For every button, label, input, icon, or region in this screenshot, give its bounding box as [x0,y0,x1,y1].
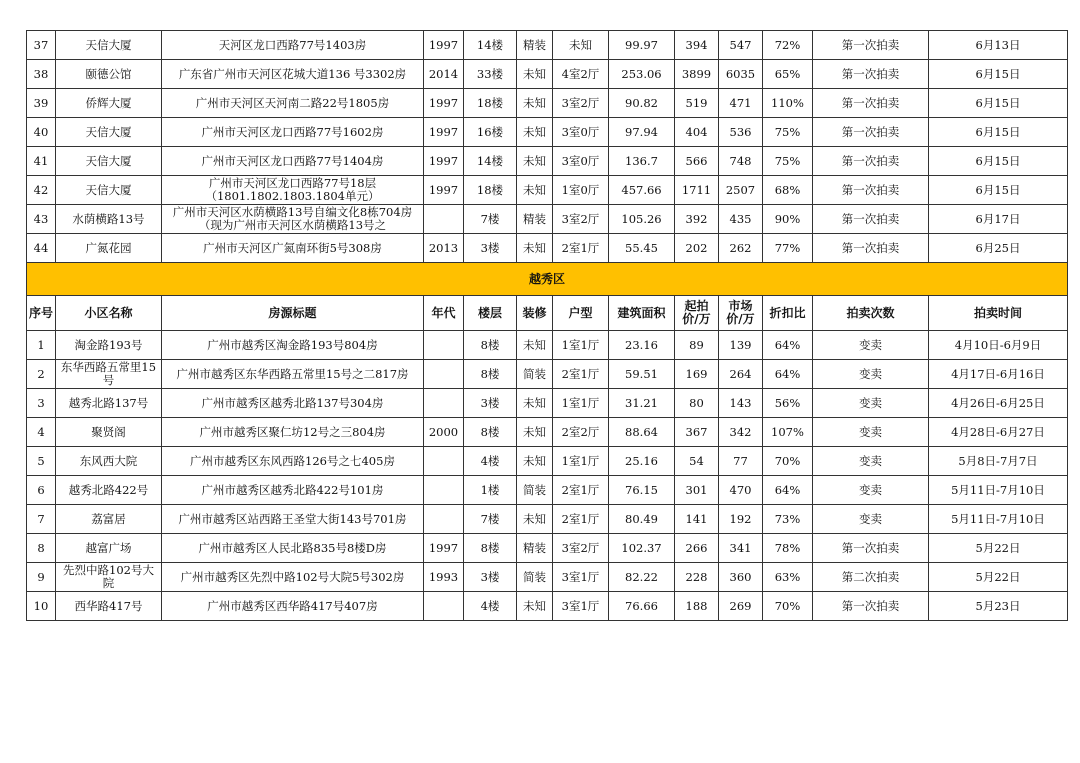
cell-market-price: 139 [719,331,763,360]
cell-area: 253.06 [609,60,675,89]
cell-start-price: 89 [675,331,719,360]
cell-decoration: 未知 [517,89,553,118]
cell-auction-round: 第一次拍卖 [813,89,929,118]
cell-auction-round: 第一次拍卖 [813,118,929,147]
cell-discount: 70% [763,447,813,476]
table-row [27,234,1068,263]
cell-floor: 3楼 [464,234,517,263]
cell-auction-date: 4月10日-6月9日 [929,331,1068,360]
cell-market-price: 2507 [719,176,763,205]
cell-index: 43 [27,205,56,234]
cell-auction-round: 变卖 [813,418,929,447]
cell-auction-date: 4月26日-6月25日 [929,389,1068,418]
cell-index: 5 [27,447,56,476]
cell-title: 广州市越秀区淘金路193号804房 [162,331,424,360]
cell-discount: 72% [763,31,813,60]
cell-year: 2000 [424,418,464,447]
cell-community: 越富广场 [56,534,162,563]
cell-auction-round: 第一次拍卖 [813,60,929,89]
cell-layout: 3室0厅 [553,118,609,147]
cell-decoration: 简装 [517,476,553,505]
cell-community: 西华路417号 [56,592,162,621]
cell-market-price: 143 [719,389,763,418]
cell-title: 广州市越秀区站西路王圣堂大街143号701房 [162,505,424,534]
cell-layout: 3室2厅 [553,205,609,234]
cell-area: 25.16 [609,447,675,476]
cell-start-price: 80 [675,389,719,418]
cell-auction-date: 4月28日-6月27日 [929,418,1068,447]
cell-year [424,592,464,621]
cell-year: 1997 [424,89,464,118]
cell-auction-date: 5月11日-7月10日 [929,505,1068,534]
cell-year: 1997 [424,31,464,60]
cell-start-price: 1711 [675,176,719,205]
cell-decoration: 未知 [517,147,553,176]
cell-community: 天信大厦 [56,147,162,176]
cell-title: 广州市天河区天河南二路22号1805房 [162,89,424,118]
cell-layout: 1室0厅 [553,176,609,205]
cell-floor: 14楼 [464,147,517,176]
cell-decoration: 未知 [517,60,553,89]
cell-layout: 3室0厅 [553,147,609,176]
cell-decoration: 简装 [517,360,553,389]
cell-layout: 3室1厅 [553,592,609,621]
cell-year: 1997 [424,118,464,147]
property-auction-table [26,30,1068,621]
table-row [27,31,1068,60]
cell-layout: 2室1厅 [553,234,609,263]
cell-title: 广州市天河区龙口西路77号18层（1801.1802.1803.1804单元） [162,176,424,205]
cell-auction-date: 5月23日 [929,592,1068,621]
cell-year [424,205,464,234]
cell-floor: 7楼 [464,505,517,534]
cell-index: 4 [27,418,56,447]
cell-index: 8 [27,534,56,563]
cell-decoration: 未知 [517,592,553,621]
cell-community: 天信大厦 [56,176,162,205]
cell-index: 10 [27,592,56,621]
cell-start-price: 3899 [675,60,719,89]
cell-year: 2014 [424,60,464,89]
cell-community: 颐德公馆 [56,60,162,89]
header-floor: 楼层 [464,296,517,331]
cell-discount: 73% [763,505,813,534]
cell-floor: 14楼 [464,31,517,60]
cell-decoration: 精装 [517,534,553,563]
cell-market-price: 547 [719,31,763,60]
cell-discount: 64% [763,360,813,389]
cell-market-price: 470 [719,476,763,505]
cell-start-price: 228 [675,563,719,592]
cell-floor: 18楼 [464,176,517,205]
cell-area: 76.15 [609,476,675,505]
header-area: 建筑面积 [609,296,675,331]
cell-auction-round: 变卖 [813,505,929,534]
cell-title: 广州市越秀区东风西路126号之七405房 [162,447,424,476]
cell-start-price: 141 [675,505,719,534]
cell-auction-round: 第一次拍卖 [813,205,929,234]
cell-area: 90.82 [609,89,675,118]
cell-market-price: 264 [719,360,763,389]
cell-decoration: 未知 [517,389,553,418]
cell-community: 淘金路193号 [56,331,162,360]
table-row [27,447,1068,476]
cell-year [424,476,464,505]
cell-area: 82.22 [609,563,675,592]
cell-community: 天信大厦 [56,118,162,147]
table-row [27,476,1068,505]
cell-discount: 110% [763,89,813,118]
cell-index: 40 [27,118,56,147]
cell-area: 31.21 [609,389,675,418]
cell-year [424,447,464,476]
cell-auction-date: 6月17日 [929,205,1068,234]
cell-layout: 1室1厅 [553,447,609,476]
cell-community: 先烈中路102号大院 [56,563,162,592]
cell-title: 广州市越秀区越秀北路422号101房 [162,476,424,505]
cell-start-price: 54 [675,447,719,476]
section-title: 越秀区 [27,263,1068,296]
cell-layout: 1室1厅 [553,331,609,360]
table-row [27,389,1068,418]
cell-index: 7 [27,505,56,534]
cell-area: 76.66 [609,592,675,621]
cell-auction-date: 6月15日 [929,60,1068,89]
cell-start-price: 188 [675,592,719,621]
cell-year: 1997 [424,534,464,563]
header-start-price: 起拍价/万 [675,296,719,331]
table-row [27,534,1068,563]
cell-floor: 16楼 [464,118,517,147]
cell-year [424,389,464,418]
cell-discount: 75% [763,118,813,147]
cell-index: 42 [27,176,56,205]
cell-start-price: 519 [675,89,719,118]
cell-market-price: 269 [719,592,763,621]
cell-year [424,360,464,389]
cell-discount: 68% [763,176,813,205]
cell-market-price: 435 [719,205,763,234]
cell-decoration: 未知 [517,447,553,476]
cell-floor: 3楼 [464,389,517,418]
cell-index: 6 [27,476,56,505]
cell-auction-round: 第一次拍卖 [813,534,929,563]
header-title: 房源标题 [162,296,424,331]
table-row [27,505,1068,534]
cell-year [424,505,464,534]
cell-area: 80.49 [609,505,675,534]
cell-discount: 70% [763,592,813,621]
cell-auction-round: 变卖 [813,476,929,505]
cell-auction-date: 6月13日 [929,31,1068,60]
cell-auction-round: 第一次拍卖 [813,31,929,60]
cell-floor: 4楼 [464,592,517,621]
cell-decoration: 未知 [517,505,553,534]
cell-start-price: 266 [675,534,719,563]
table-row [27,563,1068,592]
table-row [27,89,1068,118]
header-year: 年代 [424,296,464,331]
cell-community: 水荫横路13号 [56,205,162,234]
cell-discount: 65% [763,60,813,89]
cell-year: 2013 [424,234,464,263]
yuexiu-rows [27,331,1068,621]
cell-market-price: 341 [719,534,763,563]
cell-discount: 77% [763,234,813,263]
cell-community: 东华西路五常里15号 [56,360,162,389]
cell-title: 广东省广州市天河区花城大道136 号3302房 [162,60,424,89]
cell-decoration: 精装 [517,31,553,60]
table-row [27,418,1068,447]
cell-decoration: 未知 [517,418,553,447]
cell-community: 侨辉大厦 [56,89,162,118]
header-auction-round: 拍卖次数 [813,296,929,331]
cell-discount: 75% [763,147,813,176]
header-community: 小区名称 [56,296,162,331]
cell-community: 越秀北路422号 [56,476,162,505]
cell-start-price: 202 [675,234,719,263]
cell-decoration: 简装 [517,563,553,592]
cell-community: 聚贤阁 [56,418,162,447]
cell-area: 55.45 [609,234,675,263]
cell-start-price: 404 [675,118,719,147]
cell-auction-date: 6月15日 [929,176,1068,205]
cell-title: 广州市越秀区人民北路835号8楼D房 [162,534,424,563]
cell-floor: 8楼 [464,331,517,360]
cell-community: 荔富居 [56,505,162,534]
cell-floor: 4楼 [464,447,517,476]
cell-decoration: 未知 [517,331,553,360]
table-row [27,205,1068,234]
cell-index: 39 [27,89,56,118]
cell-index: 38 [27,60,56,89]
cell-decoration: 未知 [517,234,553,263]
cell-auction-date: 5月11日-7月10日 [929,476,1068,505]
cell-layout: 未知 [553,31,609,60]
cell-discount: 64% [763,476,813,505]
cell-layout: 2室1厅 [553,476,609,505]
cell-start-price: 301 [675,476,719,505]
header-layout: 户型 [553,296,609,331]
cell-area: 97.94 [609,118,675,147]
cell-index: 9 [27,563,56,592]
cell-auction-date: 6月15日 [929,147,1068,176]
cell-discount: 78% [763,534,813,563]
cell-floor: 33楼 [464,60,517,89]
cell-decoration: 未知 [517,176,553,205]
cell-auction-round: 变卖 [813,360,929,389]
cell-start-price: 367 [675,418,719,447]
cell-auction-date: 5月8日-7月7日 [929,447,1068,476]
cell-market-price: 748 [719,147,763,176]
cell-title: 广州市越秀区聚仁坊12号之三804房 [162,418,424,447]
cell-title: 广州市越秀区西华路417号407房 [162,592,424,621]
table-row [27,592,1068,621]
cell-floor: 8楼 [464,360,517,389]
cell-community: 东风西大院 [56,447,162,476]
cell-layout: 2室2厅 [553,418,609,447]
cell-auction-round: 变卖 [813,389,929,418]
cell-start-price: 394 [675,31,719,60]
cell-discount: 63% [763,563,813,592]
cell-auction-round: 第二次拍卖 [813,563,929,592]
header-index: 序号 [27,296,56,331]
cell-year [424,331,464,360]
cell-title: 广州市天河区龙口西路77号1404房 [162,147,424,176]
cell-decoration: 精装 [517,205,553,234]
cell-decoration: 未知 [517,118,553,147]
cell-start-price: 392 [675,205,719,234]
cell-area: 102.37 [609,534,675,563]
cell-layout: 4室2厅 [553,60,609,89]
cell-layout: 2室1厅 [553,505,609,534]
cell-layout: 3室2厅 [553,89,609,118]
cell-auction-date: 6月15日 [929,89,1068,118]
cell-discount: 107% [763,418,813,447]
cell-title: 广州市天河区广氮南环街5号308房 [162,234,424,263]
cell-market-price: 471 [719,89,763,118]
cell-discount: 64% [763,331,813,360]
table-row [27,176,1068,205]
header-auction-date: 拍卖时间 [929,296,1068,331]
cell-index: 2 [27,360,56,389]
cell-auction-round: 第一次拍卖 [813,147,929,176]
cell-area: 23.16 [609,331,675,360]
cell-market-price: 77 [719,447,763,476]
cell-index: 37 [27,31,56,60]
cell-index: 3 [27,389,56,418]
cell-market-price: 342 [719,418,763,447]
cell-title: 广州市越秀区东华西路五常里15号之二817房 [162,360,424,389]
table-row [27,331,1068,360]
cell-floor: 18楼 [464,89,517,118]
cell-floor: 8楼 [464,418,517,447]
cell-market-price: 536 [719,118,763,147]
cell-layout: 3室2厅 [553,534,609,563]
cell-year: 1997 [424,147,464,176]
cell-area: 105.26 [609,205,675,234]
cell-auction-round: 变卖 [813,447,929,476]
cell-title: 广州市天河区龙口西路77号1602房 [162,118,424,147]
auction-listing-sheet [26,30,1067,621]
section-band-yuexiu [27,263,1068,296]
cell-index: 1 [27,331,56,360]
table-row [27,60,1068,89]
cell-community: 广氮花园 [56,234,162,263]
cell-year: 1997 [424,176,464,205]
cell-area: 136.7 [609,147,675,176]
cell-auction-date: 5月22日 [929,563,1068,592]
cell-start-price: 566 [675,147,719,176]
cell-floor: 3楼 [464,563,517,592]
column-header-row [27,296,1068,331]
cell-community: 越秀北路137号 [56,389,162,418]
header-market-price: 市场价/万 [719,296,763,331]
cell-auction-round: 变卖 [813,331,929,360]
table-row [27,360,1068,389]
cell-layout: 3室1厅 [553,563,609,592]
cell-area: 99.97 [609,31,675,60]
cell-market-price: 262 [719,234,763,263]
tianhe-rows [27,31,1068,263]
cell-layout: 2室1厅 [553,360,609,389]
cell-auction-round: 第一次拍卖 [813,176,929,205]
cell-floor: 8楼 [464,534,517,563]
table-row [27,147,1068,176]
cell-area: 88.64 [609,418,675,447]
cell-area: 457.66 [609,176,675,205]
cell-floor: 1楼 [464,476,517,505]
cell-auction-round: 第一次拍卖 [813,234,929,263]
cell-index: 41 [27,147,56,176]
cell-area: 59.51 [609,360,675,389]
cell-title: 天河区龙口西路77号1403房 [162,31,424,60]
cell-index: 44 [27,234,56,263]
cell-discount: 90% [763,205,813,234]
table-row [27,118,1068,147]
cell-start-price: 169 [675,360,719,389]
cell-auction-date: 4月17日-6月16日 [929,360,1068,389]
cell-title: 广州市越秀区先烈中路102号大院5号302房 [162,563,424,592]
cell-title: 广州市越秀区越秀北路137号304房 [162,389,424,418]
cell-year: 1993 [424,563,464,592]
cell-market-price: 360 [719,563,763,592]
cell-auction-round: 第一次拍卖 [813,592,929,621]
cell-community: 天信大厦 [56,31,162,60]
header-decoration: 装修 [517,296,553,331]
cell-layout: 1室1厅 [553,389,609,418]
cell-title: 广州市天河区水荫横路13号自编文化8栋704房（现为广州市天河区水荫横路13号之 [162,205,424,234]
cell-market-price: 192 [719,505,763,534]
cell-auction-date: 5月22日 [929,534,1068,563]
cell-market-price: 6035 [719,60,763,89]
header-discount: 折扣比 [763,296,813,331]
cell-auction-date: 6月15日 [929,118,1068,147]
cell-floor: 7楼 [464,205,517,234]
cell-discount: 56% [763,389,813,418]
cell-auction-date: 6月25日 [929,234,1068,263]
